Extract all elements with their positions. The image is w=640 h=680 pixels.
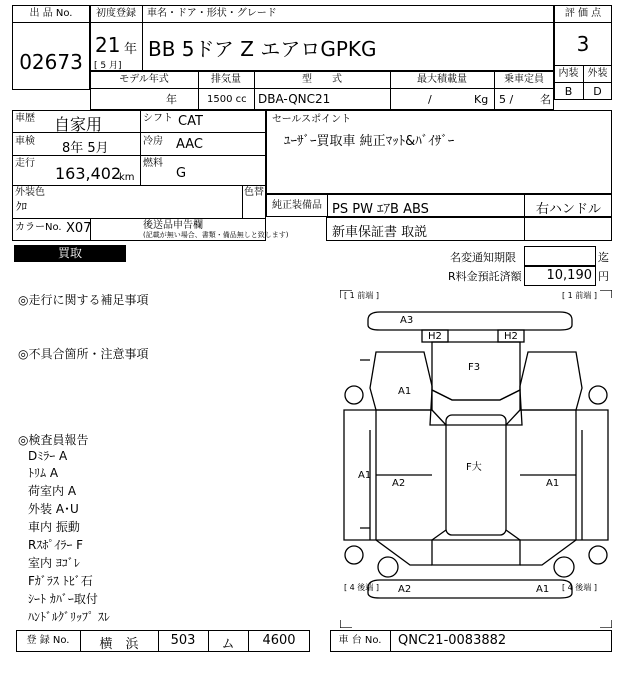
corner-tr-label: [ 1 前端 ] [562, 291, 597, 300]
capacity-unit: 名 [540, 93, 551, 106]
car-damage-diagram [340, 290, 612, 628]
car-name-label: 車名・ドア・形状・グレード [147, 8, 277, 19]
model-label: 型 式 [302, 74, 342, 85]
inspector-line: 外装 A･U [28, 502, 79, 516]
mileage-label: 走行 [15, 158, 35, 169]
recycle-value: 10,190 [546, 268, 592, 283]
mark-rear-bumper-left: A2 [398, 584, 412, 595]
mark-left-rear-door: A2 [392, 478, 406, 489]
mark-rear-bumper-right: A1 [536, 584, 550, 595]
windshield-shape [430, 390, 522, 425]
name-change-label: 名変通知期限 [450, 251, 516, 264]
color-no-label: カラーNo. [15, 222, 62, 233]
history-value: 自家用 [54, 115, 103, 134]
mark-headlight-left: H2 [428, 331, 442, 342]
registration-number: 4600 [262, 633, 296, 648]
ext-color-value: ｸﾛ [16, 200, 27, 213]
ac-label: 冷房 [143, 136, 163, 147]
equipment-value: PS PW ｴｱB ABS [332, 202, 429, 217]
registration-area: 横 浜 [99, 637, 139, 652]
history-label: 車歴 [15, 113, 35, 124]
shift-value: CAT [178, 114, 203, 129]
capacity-value: 5 / [499, 93, 514, 106]
first-reg-label: 初度登録 [96, 8, 136, 19]
diagram-frame [340, 290, 612, 628]
interior-label: 内装 [558, 68, 579, 79]
color-change-label: 色替 [244, 187, 264, 198]
ext-color-label: 外装色 [15, 187, 45, 198]
equipment-label: 純正装備品 [272, 200, 322, 211]
name-change-value [524, 246, 596, 266]
registration-label: 登 録 No. [26, 635, 70, 646]
first-reg-month: [ 5 月] [94, 61, 122, 71]
inspector-line: 荷室内 A [28, 484, 77, 498]
sales-point-value: ﾕｰｻﾞｰ買取車 純正ﾏｯﾄ&ﾊﾞｲｻﾞｰ [284, 134, 455, 149]
mark-hood: F3 [468, 362, 481, 373]
name-change-suffix: 迄 [598, 251, 609, 264]
color-no-value: X07 [66, 221, 92, 236]
evaluation-label: 評 価 点 [564, 8, 602, 19]
car-name-value: BB 5ドア Z エアロGPKG [148, 37, 377, 61]
recycle-unit: 円 [598, 270, 609, 283]
fuel-label: 燃料 [143, 158, 163, 169]
inspector-heading: ◎検査員報告 [18, 433, 89, 447]
rear-shape [432, 540, 520, 565]
later-docs-value: 新車保証書 取説 [332, 225, 428, 240]
left-side-shape [370, 352, 432, 410]
first-reg-year-unit: 年 [124, 42, 138, 57]
driving-notes-heading: ◎走行に関する補足事項 [18, 293, 149, 307]
mark-front-bumper: A3 [400, 315, 414, 326]
model-year-label: モデル年式 [119, 74, 169, 85]
max-load-label: 最大積載量 [417, 74, 467, 85]
chassis-label: 車 台 No. [338, 635, 382, 646]
evaluation-score: 3 [576, 32, 590, 56]
inspector-line: Fｶﾞﾗｽ ﾄﾋﾞ石 [28, 574, 93, 588]
shaken-value: 8年 5月 [62, 141, 109, 156]
exterior-grade: D [593, 85, 602, 98]
capacity-label: 乗車定員 [504, 74, 544, 85]
inspector-line: Rｽﾎﾟｲﾗｰ F [28, 538, 84, 552]
max-load-unit: Kg [474, 93, 489, 106]
mark-roof: F大 [466, 462, 482, 473]
inspector-line: 車内 振動 [28, 520, 80, 534]
registration-kana: ム [221, 637, 235, 652]
mileage-unit: km [119, 172, 135, 183]
mark-left-front-door: A1 [358, 470, 372, 481]
later-docs-label: 後送品申告欄 [143, 220, 203, 231]
right-side-shape [520, 352, 582, 410]
purchase-badge: 買取 [14, 245, 126, 262]
front-bumper-shape [368, 312, 572, 330]
model-value: DBA-QNC21 [258, 92, 331, 106]
displacement-label: 排気量 [211, 74, 241, 85]
displacement-value: 1500 cc [207, 94, 247, 105]
exterior-label: 外装 [587, 68, 608, 79]
interior-grade: B [564, 85, 573, 98]
first-reg-year: 21 [95, 33, 121, 57]
corner-br-label: [ 4 後端 ] [562, 583, 597, 592]
later-docs-note: (記載が無い場合、書類・備品無しと致します) [143, 231, 289, 239]
inspector-line: ｼｰﾄ ｶﾊﾞｰ取付 [28, 592, 98, 606]
mark-left-front-fender: A1 [398, 386, 412, 397]
defects-heading: ◎不具合箇所・注意事項 [18, 347, 149, 361]
lot-number-value: 02673 [19, 50, 83, 74]
inspector-line: ﾊﾝﾄﾞﾙｸﾞﾘｯﾌﾟ ｽﾚ [28, 610, 110, 624]
shaken-label: 車検 [15, 136, 35, 147]
mileage-value: 163,402 [55, 164, 122, 183]
inspector-line: 室内 ﾖｺﾞﾚ [28, 556, 80, 570]
recycle-label: R料金預託済額 [448, 270, 522, 283]
mark-headlight-right: H2 [504, 331, 518, 342]
registration-class: 503 [170, 633, 196, 648]
chassis-value: QNC21-0083882 [398, 633, 507, 648]
mark-right-door: A1 [546, 478, 560, 489]
inspector-line: Dﾐﾗｰ A [28, 449, 68, 463]
handle-value: 右ハンドル [536, 202, 602, 217]
model-year-value: 年 [166, 93, 177, 106]
inspector-line: ﾄﾘﾑ A [28, 466, 59, 480]
corner-bl-label: [ 4 後端 ] [344, 583, 379, 592]
lot-number-label: 出 品 No. [29, 8, 73, 19]
ac-value: AAC [176, 137, 203, 152]
roof-shape [446, 415, 506, 535]
corner-tl-label: [ 1 前端 ] [344, 291, 379, 300]
max-load-slash: / [428, 93, 432, 106]
shift-label: シフト [143, 113, 173, 124]
sales-point-label: セールスポイント [272, 114, 352, 125]
fuel-value: G [176, 166, 187, 181]
